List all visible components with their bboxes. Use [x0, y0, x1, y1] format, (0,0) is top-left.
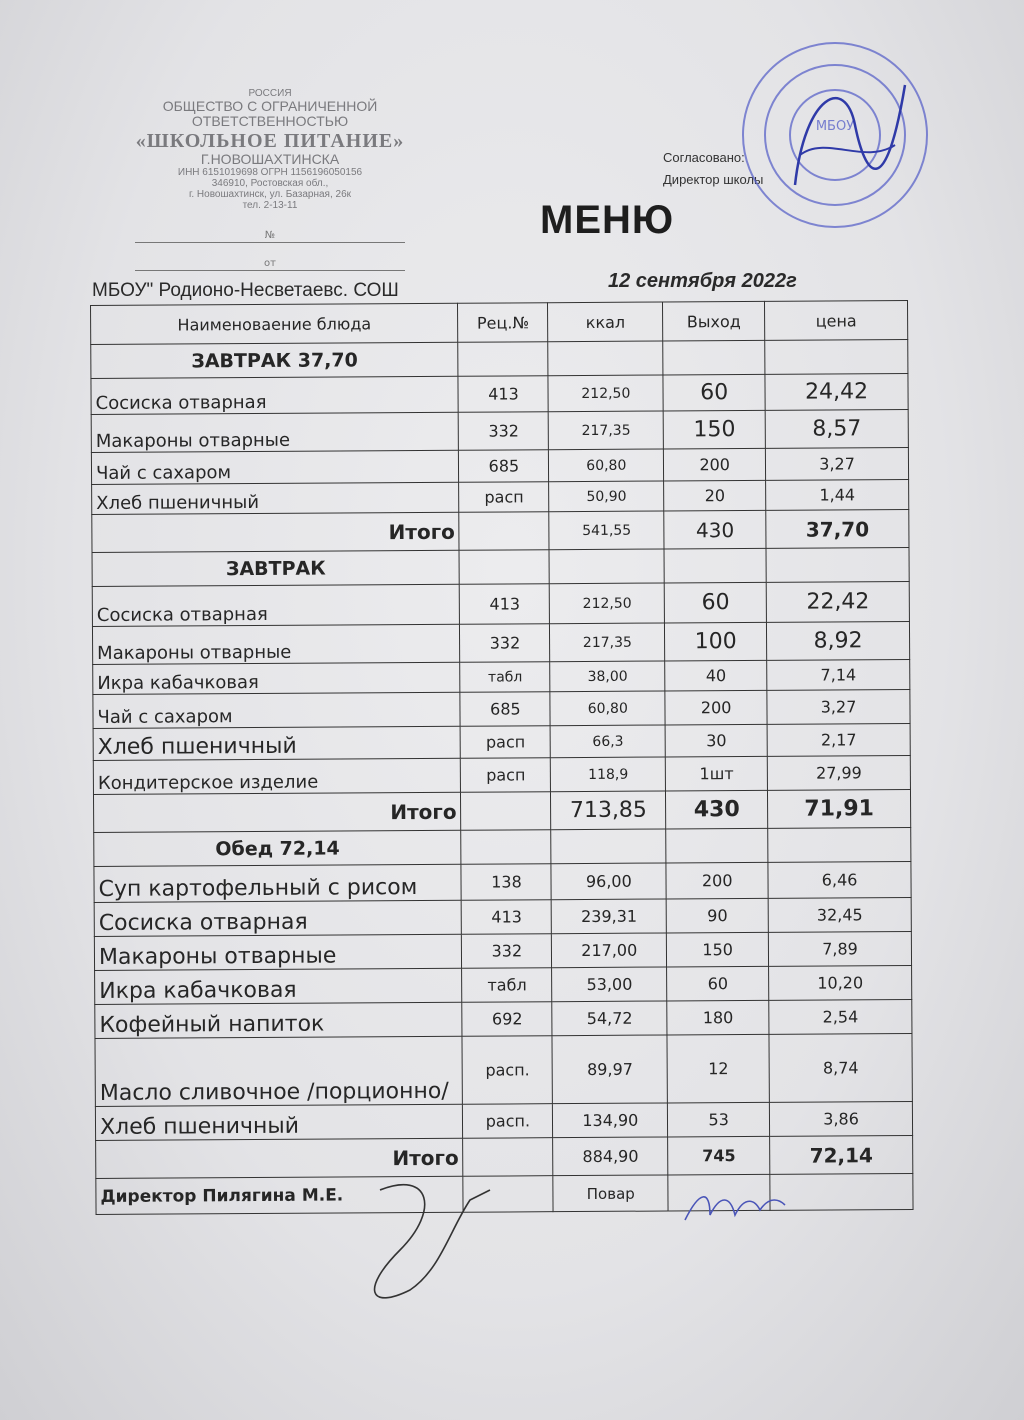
- menu-date: 12 сентября 2022г: [608, 270, 797, 292]
- recipe-number-cell: 413: [460, 584, 550, 625]
- section-row: [91, 340, 908, 379]
- empty-cell: [461, 792, 551, 831]
- date-blank: от: [135, 258, 405, 271]
- empty-cell: [668, 1174, 770, 1211]
- recipe-number-cell: 692: [462, 1002, 552, 1037]
- dish-name-cell: Макароны отварные: [91, 412, 459, 452]
- price-cell: 3,86: [770, 1101, 913, 1136]
- dish-name-cell: Икра кабачковая: [93, 662, 461, 694]
- yield-cell: 53: [668, 1102, 770, 1137]
- dish-name-cell: Сосиска отварная: [91, 376, 459, 414]
- total-yield: 430: [664, 510, 766, 549]
- svg-text:МБОУ: МБОУ: [815, 119, 855, 134]
- approval-label: Согласовано:: [663, 150, 745, 165]
- empty-cell: [766, 548, 909, 583]
- table-row: [93, 755, 910, 794]
- kcal-cell: 38,00: [550, 661, 665, 692]
- stamp-line: ОТВЕТСТВЕННОСТЬЮ: [191, 113, 349, 130]
- empty-cell: [770, 1173, 913, 1210]
- price-cell: 7,14: [767, 659, 910, 690]
- total-label: Итого: [92, 512, 460, 552]
- recipe-number-cell: 332: [459, 412, 549, 451]
- recipe-number-cell: 685: [460, 692, 550, 727]
- table-row: [91, 410, 908, 453]
- stamp-line: 346910, Ростовская обл.,: [211, 178, 329, 190]
- kcal-cell: 217,35: [549, 411, 664, 450]
- empty-cell: [458, 342, 548, 377]
- dish-name-cell: Кондитерское изделие: [93, 758, 461, 794]
- dish-name-cell: Макароны отварные: [92, 624, 460, 664]
- recipe-number-cell: расп: [459, 482, 549, 513]
- dish-name-cell: Сосиска отварная: [94, 900, 462, 936]
- recipe-number-cell: расп: [461, 726, 551, 759]
- total-kcal: 713,85: [551, 791, 666, 830]
- kcal-cell: 66,3: [550, 725, 665, 758]
- dish-name-cell: Чай с сахаром: [91, 450, 459, 484]
- recipe-number-cell: 413: [458, 376, 548, 413]
- kcal-cell: 60,80: [549, 449, 664, 482]
- table-row: [93, 689, 910, 728]
- empty-cell: [461, 830, 551, 865]
- price-cell: 10,20: [769, 965, 912, 1000]
- dish-name-cell: Суп картофельный с рисом: [94, 864, 462, 902]
- company-stamp: [130, 88, 410, 211]
- empty-cell: [768, 827, 911, 862]
- yield-cell: 1шт: [666, 756, 768, 791]
- total-label: Итого: [96, 1138, 464, 1178]
- recipe-number-cell: 685: [459, 450, 549, 483]
- kcal-cell: 217,00: [552, 933, 667, 968]
- table-row: [95, 965, 912, 1004]
- total-row: [96, 1135, 913, 1178]
- empty-cell: [463, 1138, 553, 1177]
- kcal-cell: 89,97: [552, 1035, 667, 1104]
- kcal-cell: 60,80: [550, 691, 665, 726]
- yield-cell: 30: [665, 724, 767, 757]
- empty-cell: [666, 828, 768, 863]
- table-row: [93, 659, 910, 694]
- total-row: [93, 789, 910, 832]
- empty-cell: [549, 549, 664, 584]
- recipe-number-cell: 332: [460, 624, 550, 663]
- recipe-number-cell: расп: [461, 758, 551, 793]
- empty-cell: [548, 341, 663, 376]
- price-cell: 27,99: [767, 755, 910, 790]
- column-header: цена: [765, 301, 908, 341]
- table-row: [92, 582, 909, 627]
- total-row: [92, 510, 909, 553]
- price-cell: 7,89: [768, 931, 911, 966]
- total-yield: 430: [666, 790, 768, 829]
- number-blank: №: [135, 230, 405, 243]
- price-cell: 32,45: [768, 897, 911, 932]
- dish-name-cell: Макароны отварные: [94, 934, 462, 970]
- price-cell: 8,74: [769, 1033, 912, 1102]
- empty-cell: [459, 512, 549, 551]
- yield-cell: 20: [664, 480, 766, 511]
- dish-name-cell: Икра кабачковая: [95, 968, 463, 1004]
- price-cell: 2,17: [767, 723, 910, 756]
- stamp-line: ИНН 6151019698 ОГРН 1156196050156: [177, 167, 363, 179]
- recipe-number-cell: табл: [462, 968, 552, 1003]
- section-title: ЗАВТРАК: [92, 550, 460, 586]
- stamp-line: тел. 2-13-11: [242, 200, 298, 212]
- price-cell: 8,92: [767, 622, 910, 661]
- kcal-cell: 212,50: [550, 583, 665, 624]
- kcal-cell: 53,00: [552, 967, 667, 1002]
- column-header: Наименоваение блюда: [91, 303, 459, 344]
- kcal-cell: 118,9: [551, 757, 666, 792]
- signature-row: [96, 1173, 913, 1214]
- total-kcal: 884,90: [553, 1137, 668, 1176]
- section-row: [92, 548, 909, 587]
- kcal-cell: 54,72: [552, 1001, 667, 1036]
- yield-cell: 60: [663, 374, 765, 411]
- table-row: [94, 897, 911, 936]
- price-cell: 3,27: [766, 448, 909, 481]
- kcal-cell: 96,00: [551, 863, 666, 900]
- yield-cell: 200: [664, 448, 766, 481]
- table-row: [91, 374, 908, 415]
- dish-name-cell: Хлеб пшеничный: [92, 482, 460, 514]
- table-row: [95, 1033, 912, 1106]
- table-header: [91, 301, 908, 345]
- recipe-number-cell: 138: [461, 864, 551, 901]
- empty-cell: [663, 340, 765, 375]
- dish-name-cell: Хлеб пшеничный: [95, 1104, 463, 1140]
- recipe-number-cell: табл: [460, 662, 550, 693]
- price-cell: 3,27: [767, 689, 910, 724]
- yield-cell: 40: [665, 660, 767, 691]
- table-row: [91, 448, 908, 485]
- stamp-line: Г.НОВОШАХТИНСКА: [200, 150, 340, 167]
- price-cell: 8,57: [765, 410, 908, 449]
- empty-cell: [463, 1176, 553, 1213]
- cook-signature-label: Повар: [553, 1175, 668, 1212]
- total-label: Итого: [93, 792, 461, 832]
- stamp-line: ОБЩЕСТВО С ОГРАНИЧЕННОЙ: [162, 98, 378, 114]
- table-row: [94, 931, 911, 970]
- yield-cell: 150: [663, 410, 765, 449]
- table-row: [95, 1101, 912, 1140]
- column-header: Выход: [663, 301, 765, 341]
- section-title: Обед 72,14: [94, 830, 462, 866]
- dish-name-cell: Сосиска отварная: [92, 584, 460, 626]
- approval-director: Директор школы: [663, 172, 764, 187]
- kcal-cell: 134,90: [553, 1103, 668, 1138]
- recipe-number-cell: 413: [462, 900, 552, 935]
- empty-cell: [459, 550, 549, 585]
- dish-name-cell: Кофейный напиток: [95, 1002, 463, 1038]
- yield-cell: 180: [667, 1000, 769, 1035]
- total-price: 72,14: [770, 1135, 913, 1174]
- section-title: ЗАВТРАК 37,70: [91, 342, 459, 378]
- column-header: Рец.№: [458, 303, 548, 343]
- price-cell: 22,42: [766, 582, 909, 623]
- yield-cell: 200: [665, 690, 767, 725]
- school-name: МБОУ" Родионо-Несветаевс. СОШ: [92, 280, 399, 301]
- yield-cell: 200: [666, 862, 768, 899]
- price-cell: 2,54: [769, 999, 912, 1034]
- stamp-line: РОССИЯ: [248, 88, 292, 99]
- yield-cell: 60: [667, 966, 769, 1001]
- page-title: МЕНЮ: [540, 198, 675, 242]
- director-signature-label: Директор Пилягина М.Е.: [96, 1176, 464, 1214]
- total-yield: 745: [668, 1136, 770, 1175]
- section-row: [94, 827, 911, 866]
- table-row: [92, 622, 909, 665]
- total-price: 37,70: [766, 510, 909, 549]
- total-price: 71,91: [768, 789, 911, 828]
- yield-cell: 60: [664, 582, 766, 623]
- table-row: [94, 861, 911, 902]
- price-cell: 6,46: [768, 861, 911, 898]
- menu-table: [90, 300, 914, 1215]
- recipe-number-cell: расп.: [463, 1104, 553, 1139]
- yield-cell: 90: [666, 898, 768, 933]
- recipe-number-cell: расп.: [462, 1036, 552, 1105]
- empty-cell: [551, 829, 666, 864]
- price-cell: 1,44: [766, 480, 909, 511]
- recipe-number-cell: 332: [462, 934, 552, 969]
- price-cell: 24,42: [765, 374, 908, 411]
- empty-cell: [765, 340, 908, 375]
- stamp-line: «ШКОЛЬНОЕ ПИТАНИЕ»: [135, 129, 405, 152]
- kcal-cell: 239,31: [552, 899, 667, 934]
- yield-cell: 100: [665, 622, 767, 661]
- total-kcal: 541,55: [549, 511, 664, 550]
- yield-cell: 12: [667, 1034, 769, 1103]
- yield-cell: 150: [667, 932, 769, 967]
- kcal-cell: 212,50: [548, 375, 663, 412]
- dish-name-cell: Хлеб пшеничный: [93, 726, 461, 760]
- dish-name-cell: Масло сливочное /порционно/: [95, 1036, 463, 1106]
- kcal-cell: 50,90: [549, 481, 664, 512]
- kcal-cell: 217,35: [550, 623, 665, 662]
- empty-cell: [664, 548, 766, 583]
- stamp-line: г. Новошахтинск, ул. Базарная, 26к: [188, 189, 352, 201]
- table-row: [92, 480, 909, 515]
- table-row: [95, 999, 912, 1038]
- table-row: [93, 723, 910, 760]
- dish-name-cell: Чай с сахаром: [93, 692, 461, 728]
- column-header: ккал: [548, 302, 663, 342]
